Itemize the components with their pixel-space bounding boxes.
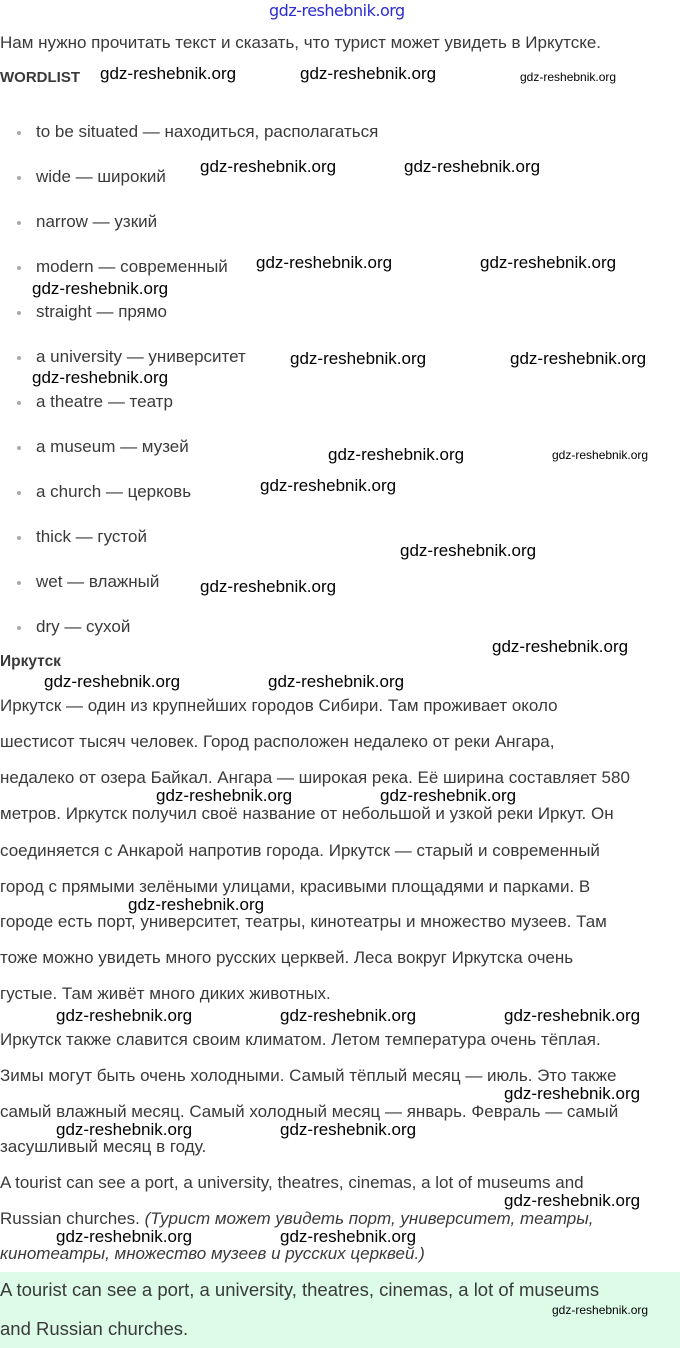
- bullet-icon: [17, 581, 21, 585]
- watermark: gdz-reshebnik.org: [480, 253, 617, 272]
- paragraph-line: недалеко от озера Байкал. Ангара — широкая река. Её ширина составляет 580: [0, 768, 630, 787]
- watermark: gdz-reshebnik.org: [492, 637, 629, 656]
- translation-text: (Турист может увидеть порт, университет, театры,: [144, 1209, 594, 1228]
- watermark: gdz-reshebnik.org: [156, 786, 293, 805]
- watermark: gdz-reshebnik.org: [56, 1006, 193, 1025]
- watermark: gdz-reshebnik.org: [400, 541, 537, 560]
- bullet-icon: [17, 176, 21, 180]
- wordlist-item: a university — университет: [36, 347, 246, 366]
- paragraph-line: соединяется с Анкарой напротив города. Иркутск — старый и современный: [0, 841, 600, 860]
- paragraph-line: Зимы могут быть очень холодными. Самый тёплый месяц — июль. Это также: [0, 1066, 617, 1085]
- watermark: gdz-reshebnik.org: [256, 253, 393, 272]
- wordlist-item: narrow — узкий: [36, 212, 158, 231]
- watermark: gdz-reshebnik.org: [260, 476, 397, 495]
- watermark: gdz-reshebnik.org: [290, 349, 427, 368]
- watermark: gdz-reshebnik.org: [328, 445, 465, 464]
- watermark: gdz-reshebnik.org: [510, 349, 647, 368]
- watermark: gdz-reshebnik.org: [300, 64, 437, 83]
- watermark: gdz-reshebnik.org: [32, 368, 169, 387]
- wordlist-item: straight — прямо: [36, 302, 168, 321]
- paragraph-line: густые. Там живёт много диких животных.: [0, 984, 331, 1003]
- paragraph-line: Иркутск также славится своим климатом. Летом температура очень тёплая.: [0, 1030, 601, 1049]
- watermark: gdz-reshebnik.org: [552, 448, 649, 462]
- bullet-icon: [17, 266, 21, 270]
- wordlist-item: wet — влажный: [36, 572, 160, 591]
- paragraph-line: засушливый месяц в году.: [0, 1137, 207, 1156]
- watermark: gdz-reshebnik.org: [280, 1227, 417, 1246]
- paragraph-line: городе есть порт, университет, театры, кинотеатры и множество музеев. Там: [0, 912, 607, 931]
- watermark: gdz-reshebnik.org: [380, 786, 517, 805]
- translation-line-2: кинотеатры, множество музеев и русских церквей.): [0, 1244, 425, 1263]
- watermark: gdz-reshebnik.org: [128, 895, 265, 914]
- watermark: gdz-reshebnik.org: [404, 157, 541, 176]
- watermark: gdz-reshebnik.org: [200, 157, 337, 176]
- text-title: Иркутск: [0, 653, 61, 670]
- watermark: gdz-reshebnik.org: [552, 1303, 649, 1317]
- watermark: gdz-reshebnik.org: [280, 1120, 417, 1139]
- final-answer-line-1: A tourist can see a port, a university, theatres, cinemas, a lot of museums: [0, 1279, 600, 1300]
- wordlist-item: dry — сухой: [36, 617, 131, 636]
- wordlist-item: a theatre — театр: [36, 392, 173, 411]
- watermark: gdz-reshebnik.org: [32, 279, 169, 298]
- bullet-icon: [17, 401, 21, 405]
- paragraph-line: город с прямыми зелёными улицами, красивыми площадями и парками. В: [0, 877, 591, 896]
- watermark: gdz-reshebnik.org: [504, 1191, 641, 1210]
- paragraph-line: шестисот тысяч человек. Город расположен недалеко от реки Ангара,: [0, 732, 555, 751]
- bullet-icon: [17, 536, 21, 540]
- bullet-icon: [17, 356, 21, 360]
- watermark: gdz-reshebnik.org: [268, 672, 405, 691]
- bullet-icon: [17, 446, 21, 450]
- wordlist-item: thick — густой: [36, 527, 147, 546]
- watermark: gdz-reshebnik.org: [56, 1120, 193, 1139]
- bullet-icon: [17, 491, 21, 495]
- bullet-icon: [17, 131, 21, 135]
- answer-line-1: A tourist can see a port, a university, theatres, cinemas, a lot of museums and: [0, 1173, 584, 1192]
- watermark: gdz-reshebnik.org: [56, 1227, 193, 1246]
- watermark: gdz-reshebnik.org: [44, 672, 181, 691]
- intro-text: Нам нужно прочитать текст и сказать, что турист может увидеть в Иркутске.: [0, 33, 602, 52]
- paragraph-line: метров. Иркутск получил своё название от небольшой и узкой реки Иркут. Он: [0, 804, 614, 823]
- answer-text: Russian churches.: [0, 1209, 140, 1228]
- watermark-top: gdz-reshebnik.org: [269, 1, 405, 20]
- bullet-icon: [17, 311, 21, 315]
- watermark: gdz-reshebnik.org: [200, 577, 337, 596]
- answer-line-2: [0, 1210, 593, 1228]
- watermark: gdz-reshebnik.org: [504, 1006, 641, 1025]
- paragraph-line: самый влажный месяц. Самый холодный месяц — январь. Февраль — самый: [0, 1102, 619, 1121]
- watermark: gdz-reshebnik.org: [504, 1084, 641, 1103]
- watermark: gdz-reshebnik.org: [280, 1006, 417, 1025]
- bullet-icon: [17, 221, 21, 225]
- wordlist-item: modern — современный: [36, 257, 228, 276]
- watermark: gdz-reshebnik.org: [520, 70, 617, 84]
- paragraph-line: Иркутск — один из крупнейших городов Сибири. Там проживает около: [0, 696, 558, 715]
- wordlist-item: to be situated — находиться, располагаться: [36, 122, 379, 141]
- final-answer-line-2: and Russian churches.: [0, 1318, 189, 1339]
- wordlist-item: a museum — музей: [36, 437, 189, 456]
- wordlist-item: a church — церковь: [36, 482, 192, 501]
- paragraph-line: тоже можно увидеть много русских церквей. Леса вокруг Иркутска очень: [0, 948, 574, 967]
- wordlist-heading: WORDLIST: [0, 69, 80, 86]
- bullet-icon: [17, 626, 21, 630]
- watermark: gdz-reshebnik.org: [100, 64, 237, 83]
- wordlist-item: wide — широкий: [36, 167, 166, 186]
